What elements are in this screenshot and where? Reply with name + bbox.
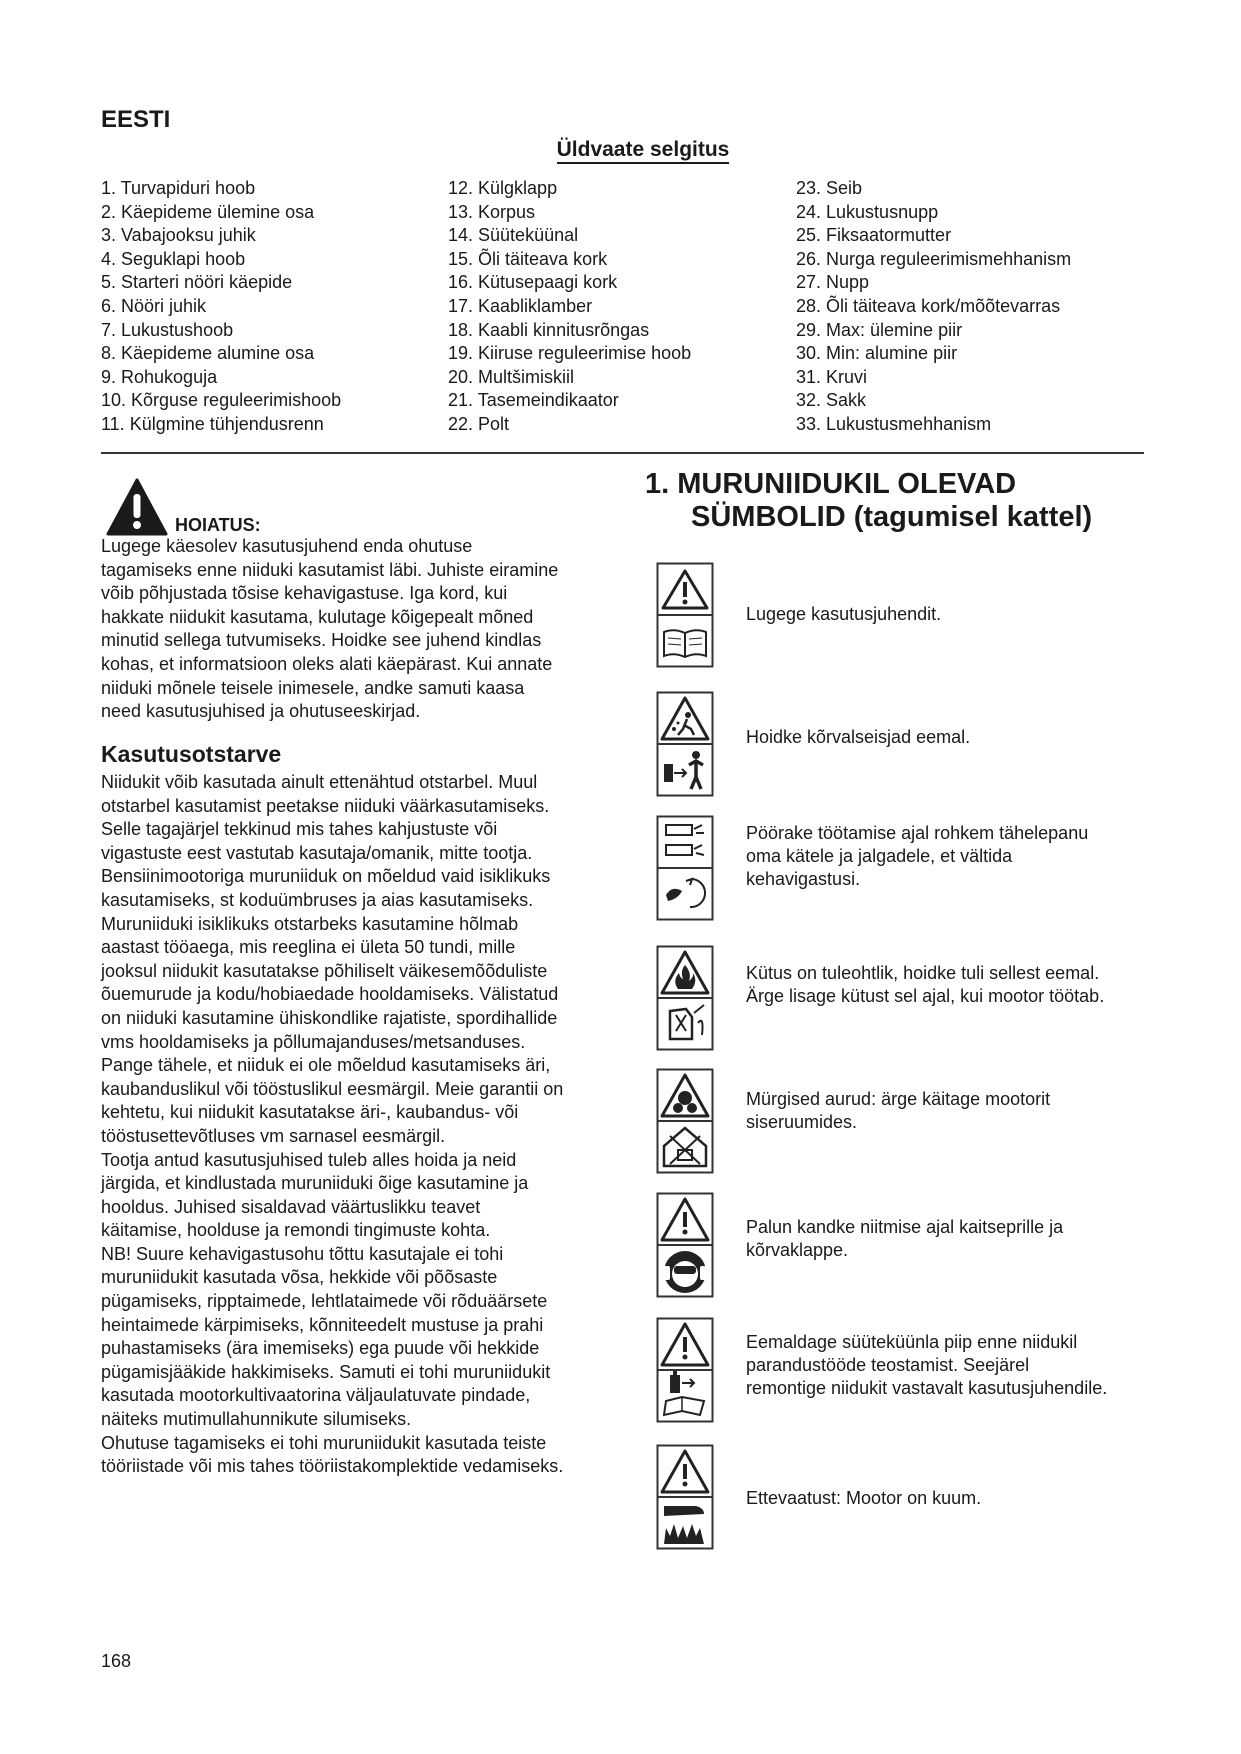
overview-item: 11. Külgmine tühjendusrenn (101, 413, 324, 434)
text-line: Ärge lisage kütust sel ajal, kui mootor töötab. (746, 986, 1105, 1006)
overview-item: 17. Kaabliklamber (448, 295, 593, 316)
overview-item: 26. Nurga reguleerimismehhanism (796, 248, 1072, 269)
symbol-protection (656, 1192, 714, 1298)
overview-item: 3. Vabajooksu juhik (101, 225, 256, 246)
text-line: otstarbel kasutamist peetakse niiduki väärkasutamiseks. (101, 795, 550, 816)
overview-item: 1. Turvapiduri hoob (101, 178, 256, 198)
overview-title (0, 138, 1241, 162)
overview-item: 15. Õli täiteava kork (448, 248, 608, 269)
text-line: Selle tagajärjel tekkinud mis tahes kahjustuste või (101, 819, 498, 840)
text-line: Lugege kasutusjuhendit. (746, 604, 942, 624)
text-line: tööstusettevõtluses vm sarnasel eesmärgil. (101, 1125, 446, 1146)
text-line: pügamisjääkide hakkimiseks. Samuti ei tohi muruniidukit (101, 1361, 551, 1382)
symbol-hands-feet (656, 815, 714, 921)
overview-list-col2 (448, 177, 691, 437)
read-manual-icon (656, 562, 714, 668)
overview-item: 5. Starteri nööri käepide (101, 272, 293, 293)
text-line: vms hooldamiseks ja põllumajanduses/metsanduses. (101, 1031, 526, 1052)
overview-item: 19. Kiiruse reguleerimise hoob (448, 343, 692, 364)
text-line: remontige niidukit vastavalt kasutusjuhendile. (746, 1378, 1108, 1398)
symbol-text-hands-feet (746, 822, 1146, 891)
text-line: hooldus. Juhised sisaldavad väärtuslikku teavet (101, 1196, 481, 1217)
overview-item: 25. Fiksaatormutter (796, 225, 952, 246)
symbol-text-hot-engine (746, 1487, 1146, 1510)
text-line: kohas, et informatsioon oleks alati käepärast. Kui annate (101, 653, 553, 674)
text-line: tagamiseks enne niiduki kasutamist läbi. Juhiste eiramine (101, 559, 559, 580)
overview-list-col1 (101, 177, 341, 437)
spark-plug-icon (656, 1317, 714, 1423)
symbol-hot-engine (656, 1444, 714, 1550)
section-divider (101, 452, 1144, 454)
text-line: Bensiinimootoriga muruniiduk on mõeldud vaid isiklikuks (101, 866, 551, 887)
symbol-bystanders (656, 691, 714, 797)
overview-item: 12. Külgklapp (448, 178, 558, 198)
overview-item: 10. Kõrguse reguleerimishoob (101, 390, 342, 411)
text-line: Ohutuse tagamiseks ei tohi muruniidukit kasutada teiste (101, 1432, 547, 1453)
overview-item: 30. Min: alumine piir (796, 343, 958, 364)
text-line: Lugege käesolev kasutusjuhend enda ohutuse (101, 536, 473, 556)
overview-item: 7. Lukustushoob (101, 319, 234, 340)
text-line: Niidukit võib kasutada ainult ettenähtud otstarbel. Muul (101, 772, 538, 792)
text-line: Pange tähele, et niiduk ei ole mõeldud kasutamiseks äri, (101, 1055, 551, 1076)
warning-text (101, 535, 611, 724)
text-line: võib põhjustada tõsise kehavigastuse. Iga kord, kui (101, 583, 508, 604)
overview-item: 24. Lukustusnupp (796, 201, 939, 222)
text-line: kasutada mootorkultivaatorina väljaulatuvate pindade, (101, 1385, 531, 1406)
text-line: käitamise, hoolduse ja remondi tingimuste kohta. (101, 1220, 491, 1241)
overview-item: 32. Sakk (796, 390, 867, 411)
language-heading: EESTI (101, 106, 171, 133)
warning-label: HOIATUS: (175, 515, 261, 535)
symbol-flammable (656, 945, 714, 1051)
text-line: niiduki mõnele teisele inimesele, andke samuti kaasa (101, 677, 525, 698)
page-number: 168 (101, 1651, 132, 1671)
text-line: NB! Suure kehavigastusohu tõttu kasutajale ei tohi (101, 1243, 504, 1264)
text-line: kehtetu, kui niidukit kasutatakse äri-, kaubandus- või (101, 1102, 519, 1123)
symbol-text-flammable (746, 962, 1146, 1008)
text-line: parandustööde teostamist. Seejärel (746, 1355, 1030, 1375)
text-line: tööriistade või mis tahes tööriistakomplektide vedamiseks. (101, 1456, 564, 1477)
overview-item: 18. Kaabli kinnitusrõngas (448, 319, 650, 340)
overview-item: 9. Rohukoguja (101, 366, 218, 387)
overview-item: 27. Nupp (796, 272, 870, 293)
text-line: Kütus on tuleohtlik, hoidke tuli sellest eemal. (746, 963, 1100, 983)
symbol-text-protection (746, 1216, 1146, 1262)
overview-item: 8. Käepideme alumine osa (101, 343, 315, 364)
overview-item: 33. Lukustusmehhanism (796, 413, 992, 434)
symbol-spark-plug (656, 1317, 714, 1423)
symbol-text-bystanders (746, 726, 1146, 749)
toxic-fumes-icon (656, 1068, 714, 1174)
text-line: muruniidukit kasutada võsa, hekkide või põõsaste (101, 1267, 498, 1288)
text-line: hakkate niidukit kasutama, kulutage kõigepealt mõned (101, 606, 534, 627)
symbol-toxic-fumes (656, 1068, 714, 1174)
hot-surface-icon (656, 1444, 714, 1550)
overview-item: 31. Kruvi (796, 366, 868, 387)
overview-item: 6. Nööri juhik (101, 295, 207, 316)
overview-item: 22. Polt (448, 413, 510, 434)
text-line: siseruumides. (746, 1112, 858, 1132)
flammable-fuel-icon (656, 945, 714, 1051)
overview-item: 23. Seib (796, 178, 863, 198)
overview-item: 28. Õli täiteava kork/mõõtevarras (796, 295, 1061, 316)
usage-heading: Kasutusotstarve (101, 741, 282, 767)
text-line: Mürgised aurud: ärge käitage mootorit (746, 1089, 1051, 1109)
text-line: jooksul niidukit kasutatakse põhiliselt väikesemõõduliste (101, 960, 548, 981)
overview-list-col3 (796, 177, 1071, 437)
usage-text (101, 771, 611, 1479)
text-line: kasutamiseks, st koduümbruses ja aias kasutamiseks. (101, 889, 534, 910)
overview-title-text: Üldvaate selgitus (557, 138, 730, 164)
overview-item: 2. Käepideme ülemine osa (101, 201, 315, 222)
overview-item: 21. Tasemeindikaator (448, 390, 619, 411)
text-line: aastast tööaega, mis reeglina ei ületa 50 tundi, mille (101, 937, 516, 958)
text-line: õuemurude ja kodu/hobiaedade hooldamiseks. Välistatud (101, 984, 559, 1005)
text-line: Tootja antud kasutusjuhised tuleb alles hoida ja neid (101, 1149, 517, 1170)
text-line: Hoidke kõrvalseisjad eemal. (746, 727, 971, 747)
symbol-text-toxic-fumes (746, 1088, 1146, 1134)
text-line: Muruniiduki isiklikuks otstarbeks kasutamine hõlmab (101, 913, 519, 934)
symbol-text-read-manual (746, 603, 1146, 626)
text-line: Ettevaatust: Mootor on kuum. (746, 1488, 982, 1508)
text-line: need kasutusjuhised ja ohutuseeskirjad. (101, 701, 421, 722)
symbols-heading-line1: 1. MURUNIIDUKIL OLEVAD (645, 468, 1017, 500)
symbols-heading-line2: SÜMBOLID (tagumisel kattel) (691, 501, 1093, 533)
eye-ear-protection-icon (656, 1192, 714, 1298)
text-line: puhastamiseks (ära imemiseks) ega puude või hekkide (101, 1338, 540, 1359)
bystanders-icon (656, 691, 714, 797)
warning-triangle-icon (106, 478, 168, 536)
overview-item: 14. Süüteküünal (448, 225, 579, 246)
text-line: vigastuste eest vastutab kasutaja/omanik, mitte tootja. (101, 842, 533, 863)
text-line: Palun kandke niitmise ajal kaitseprille ja (746, 1217, 1064, 1237)
text-line: Eemaldage süüteküünla piip enne niidukil (746, 1332, 1078, 1352)
text-line: oma kätele ja jalgadele, et vältida (746, 846, 1013, 866)
text-line: järgida, et kindlustada muruniiduki õige kasutamine ja (101, 1173, 529, 1194)
text-line: näiteks mutimullahunnikute silumiseks. (101, 1409, 412, 1430)
symbols-heading (645, 468, 1092, 534)
overview-item: 16. Kütusepaagi kork (448, 272, 618, 293)
text-line: heintaimede kärpimiseks, kõnniteedelt mustuse ja prahi (101, 1314, 544, 1335)
hands-feet-icon (656, 815, 714, 921)
text-line: Pöörake töötamise ajal rohkem tähelepanu (746, 823, 1089, 843)
overview-item: 13. Korpus (448, 201, 536, 222)
symbol-read-manual (656, 562, 714, 668)
text-line: on niiduki kasutamine ühiskondlike rajatiste, spordihallide (101, 1007, 558, 1028)
text-line: kõrvaklappe. (746, 1240, 849, 1260)
text-line: minutid sellega tutvumiseks. Hoidke see juhend kindlas (101, 630, 542, 651)
text-line: kaubanduslikul või tööstuslikul eesmärgil. Meie garantii on (101, 1078, 564, 1099)
overview-item: 20. Multšimiskiil (448, 366, 575, 387)
text-line: pügamiseks, ripptaimede, lehtlataimede või rõduäärsete (101, 1291, 548, 1312)
symbol-text-spark-plug (746, 1331, 1146, 1400)
text-line: kehavigastusi. (746, 869, 861, 889)
overview-item: 29. Max: ülemine piir (796, 319, 963, 340)
overview-item: 4. Seguklapi hoob (101, 248, 246, 269)
